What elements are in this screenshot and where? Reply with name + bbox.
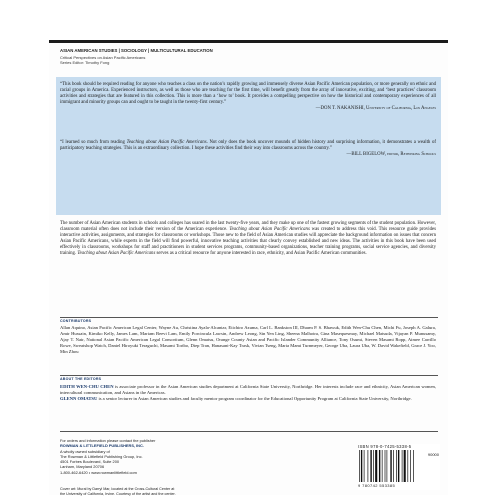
desc-title-1: Teaching about Asian Pacific Americans bbox=[229, 227, 310, 233]
barcode-bar bbox=[404, 450, 406, 482]
barcode-bar bbox=[387, 450, 388, 482]
editor-name-1: EDITH WEN-CHU CHEN bbox=[60, 384, 114, 389]
endorsement-2-text bbox=[60, 140, 436, 152]
barcode-bar bbox=[393, 450, 394, 482]
barcode-bar bbox=[413, 450, 414, 482]
divider bbox=[60, 317, 438, 318]
top-rule bbox=[49, 40, 448, 43]
series-editor: Series Editor: Timothy Fong bbox=[60, 60, 110, 65]
barcode-bar bbox=[373, 450, 374, 482]
contributors-list: Allan Aquino, Asian Pacific American Legal Center, Wayne Au, Christina Ayala-Alcantar, Eiichiro Azuma, Carl L. Bankston III, Dharm P. S. Bhawuk, Edith Wen-Chu Chen, Michi Fu, Joseph A. Galura, Amir Hussain, Kimiko Kelly, James Lam, Mariam Beevi Lam, Emily Porcincula Lawsin, Andrew Leong, Sin Yen Ling, Sheena Malhotra, Gina Masequesmay, Michael Matsuda, Vijayan P. Munusamy, Ajay T. Nair, National Asian Pacific American Legal Consortium, Glenn Omatsu, Orange County Asian and Pacific Islander Community Alliance, Tony Osumi, Steven Masami Ropp, Aimee Carrillo Rowe, Sweatshop Watch, Daniel Hiroyuki Teraguchi, Masami Toribo, Diep Tran, Hanasani-Kay Trask, Vivian Tseng, Maria Mami Turnmeyer, George Uba, Laura Uba, W. David Wakefield, Grace J. Yoo, Min Zhou bbox=[60, 325, 436, 354]
endorsement-2-text-b: . Not only does the book uncover mounds of hidden history and surprising information, it demonstrates a wealth of participatory teaching strategies. This is an extraordinary collection. I hope these activities find their way into classrooms across the country.” bbox=[60, 140, 436, 152]
barcode-bar bbox=[398, 450, 399, 482]
series-info bbox=[60, 55, 145, 65]
barcode-bar bbox=[407, 450, 408, 482]
barcode-bar bbox=[385, 450, 386, 482]
editor-text-2: is a senior lecturer in Asian American studies and faculty mentor program coordinator for the Educational Opportunity Program at California State University, Northridge. bbox=[97, 395, 412, 401]
barcode-bar bbox=[359, 450, 360, 482]
endorsement-2-book-title: Teaching about Asian Pacific Americans bbox=[126, 140, 207, 145]
barcode-bar bbox=[382, 450, 383, 482]
barcode-bar bbox=[379, 450, 380, 482]
desc-part-2: was created to address this void. This resource guide provides interactive activities, assignments, and strategies for classrooms or workshops. Those new to the field of Asian American studies will appreciate the background information on issues that concern Asian Pacific Americans, while experts in the field will find powerful, innovative teaching activities that clearly convey established and new ideas. The activities in this book have been used effectively in classrooms, workshops for staff and practitioners in student services programs, community-based organizations, teacher training programs, social service agencies, and diversity training. bbox=[60, 227, 436, 257]
contributors-heading: CONTRIBUTORS bbox=[60, 319, 92, 323]
publisher-info bbox=[60, 438, 280, 475]
series-title: Critical Perspectives on Asian Pacific Americans bbox=[60, 55, 146, 60]
address-street: 4501 Forbes Boulevard, Suite 200 bbox=[60, 459, 120, 465]
endorsement-2 bbox=[60, 140, 436, 158]
subsidiary-line: A wholly owned subsidiary of bbox=[60, 448, 110, 454]
editor-text-1: is associate professor in the Asian American studies department at California State University, Northridge. Her interests include race and ethnicity, Asian American women, intercultural communication, and Asians in the Americas. bbox=[60, 384, 436, 395]
publisher-name: ROWMAN & LITTLEFIELD PUBLISHERS, INC. bbox=[60, 443, 144, 449]
barcode-bar bbox=[375, 450, 377, 482]
price-code: 90000 bbox=[427, 452, 439, 457]
barcode bbox=[358, 444, 440, 490]
editors-heading: ABOUT THE EDITORS bbox=[60, 377, 102, 381]
barcode-bar bbox=[402, 450, 403, 482]
divider bbox=[60, 375, 438, 376]
endorsement-1-text: “This book should be required reading for anyone who teaches a class on the nation’s rapidly growing and immensely diverse Asian Pacific American population, or more generally on ethnic and racial groups in America. Experienced instructors, as well as those who are teaching for the first time, will benefit greatly from the array of innovative, exciting, and ‘best practices’ classroom activities and strategies that are featured in this collection. This is more than a ‘how to’ book. It provides a compelling perspective on how the historical and contemporary experiences of all immigrant and minority groups can and ought to be taught in the twenty-first century.” bbox=[60, 82, 436, 106]
desc-part-1: The number of Asian American students in schools and colleges has soared in the last twenty-five years, and they make up one of the fastest growing segments of the student population. However, classroom material often does not include their version of the American experience. bbox=[60, 221, 436, 233]
barcode-digits: 9 780742 553385 bbox=[358, 483, 396, 488]
editors-bios bbox=[60, 384, 436, 402]
endorsement-1-attribution: —DON T. NAKANISHI, University of California, Los Angeles bbox=[315, 106, 436, 112]
barcode-bar bbox=[390, 450, 391, 482]
barcode-bar bbox=[410, 450, 411, 482]
editor-bio-2 bbox=[60, 396, 436, 402]
contact-line: 1-800-462-6420 • www.rowmanlittlefield.com bbox=[60, 469, 137, 475]
barcode-bar bbox=[370, 450, 371, 482]
editor-name-2: GLENN OMATSU bbox=[60, 395, 98, 401]
barcode-bar bbox=[364, 450, 365, 482]
book-description bbox=[60, 221, 436, 258]
address-city: Lanham, Maryland 20706 bbox=[60, 464, 105, 470]
barcode-bar bbox=[361, 450, 362, 482]
barcode-bar bbox=[368, 450, 369, 482]
back-cover bbox=[49, 40, 448, 495]
series-line: ASIAN AMERICAN STUDIES | SOCIOLOGY | MULTICULTURAL EDUCATION bbox=[60, 48, 213, 53]
divider bbox=[60, 431, 438, 432]
parent-company: The Rowman & Littlefield Publishing Group, Inc. bbox=[60, 453, 143, 459]
cover-credit-line-2: the University of California, Irvine. Courtesy of the artist and the center. bbox=[60, 491, 176, 496]
orders-line: For orders and information please contact the publisher bbox=[60, 438, 156, 443]
editor-bio-1 bbox=[60, 384, 436, 396]
endorsement-2-attribution: —BILL BIGELOW, editor, Rethinking Schools bbox=[346, 152, 436, 158]
endorsement-1 bbox=[60, 82, 436, 112]
endorsement-2-text-a: “I learned so much from reading bbox=[60, 140, 127, 145]
desc-title-2: Teaching about Asian Pacific Americans bbox=[77, 251, 156, 257]
desc-part-3: serves as a critical resource for anyone interested in race, ethnicity, and Asian Pacific American communities. bbox=[155, 251, 367, 257]
isbn-number: ISBN 978-0-7425-5338-5 bbox=[358, 444, 412, 449]
barcode-bar bbox=[396, 450, 397, 482]
cover-credit-line-1: Cover art: Mural by Darryl Mar, located at the Cross-Cultural Center at bbox=[60, 487, 175, 491]
